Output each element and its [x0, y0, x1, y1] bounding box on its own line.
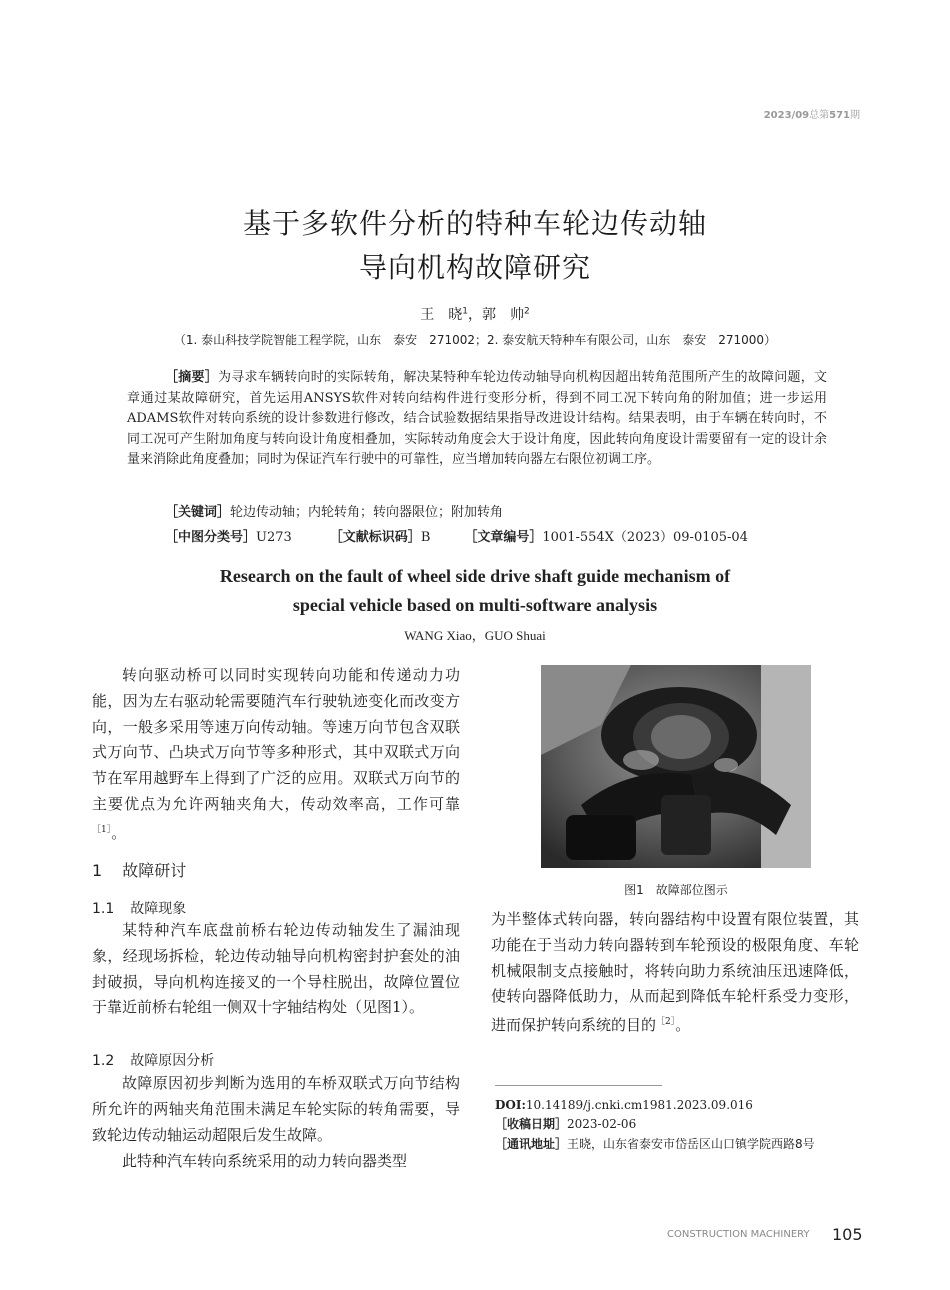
- figure-1-photo: [541, 665, 811, 868]
- right-paragraph-ref: ［2］: [656, 1017, 676, 1028]
- clc-label: ［中图分类号］: [165, 530, 257, 545]
- author-2: 郭 帅: [482, 307, 524, 323]
- paragraph-1-1: 某特种汽车底盘前桥右轮边传动轴发生了漏油现象，经现场拆检，轮边传动轴导向机构密封护套处的油封破损，导向机构连接叉的一个导柱脱出，故障位置位于靠近前桥右轮组一侧双十字轴结构处（见图1）。: [92, 921, 460, 1017]
- paragraph-1-2b: 此特种汽车转向系统采用的动力转向器类型: [122, 1152, 408, 1170]
- english-title-line-2: special vehicle based on multi-software analysis: [292, 595, 658, 615]
- section-1-1-heading: [92, 898, 186, 918]
- author-sep: ，: [468, 307, 482, 323]
- doi-line: [495, 1096, 865, 1114]
- right-paragraph-end: 。: [675, 1016, 691, 1035]
- keywords-label: ［关键词］: [165, 505, 231, 520]
- section-1-title: 故障研讨: [122, 861, 187, 880]
- address-line: [495, 1135, 865, 1153]
- classification: [165, 526, 748, 545]
- right-paragraph: [491, 907, 859, 1039]
- clc-value: U273: [256, 530, 292, 545]
- section-1-1-title: 故障现象: [130, 901, 187, 917]
- section-1-1-number: 1.1: [92, 901, 115, 917]
- keywords: [165, 501, 503, 520]
- received-date-line: [495, 1115, 865, 1133]
- doc-code-label: ［文献标识码］: [329, 530, 421, 545]
- english-authors: WANG Xiao，GUO Shuai: [404, 628, 546, 643]
- page-number: 105: [832, 1225, 863, 1244]
- issue-info: [764, 106, 860, 121]
- abstract-text: 为寻求车辆转向时的实际转角，解决某特种车轮边传动轴导向机构因超出转角范围所产生的故障问题，文章通过某故障研究，首先运用ANSYS软件对转向结构件进行变形分析，得到不同工况下转向角的附加值；进一步运用ADAMS软件对转向系统的设计参数进行修改，结合试验数据结果指导改进设计结构。结果表明，由于车辆在转向时，不同工况可产生附加角度与转向设计角度相叠加，实际转动角度会大于设计角度，因此转向角度设计需要留有一定的设计余量来消除此角度叠加；同时为保证汽车行驶中的可靠性，应当增加转向器左右限位初调工序。: [127, 370, 827, 467]
- abstract: [127, 368, 827, 471]
- issue-total-number: 571: [829, 110, 850, 121]
- section-1-number: 1: [92, 861, 103, 880]
- section-1-2-title: 故障原因分析: [130, 1053, 215, 1069]
- footnote-divider: [495, 1085, 662, 1086]
- issue-year: 2023/09: [763, 110, 810, 121]
- section-1-heading: [92, 858, 186, 881]
- received-value: 2023-02-06: [567, 1117, 637, 1131]
- journal-name: CONSTRUCTION MACHINERY: [667, 1229, 810, 1240]
- article-no-value: 1001-554X（2023）09-0105-04: [542, 530, 748, 545]
- address-value: 王晓，山东省泰安市岱岳区山口镇学院西路8号: [567, 1137, 815, 1151]
- section-1-2-heading: [92, 1050, 214, 1070]
- intro-text: 转向驱动桥可以同时实现转向功能和传递动力功能，因为左右驱动轮需要随汽车行驶轨迹变化而改变方向，一般多采用等速万向传动轴。等速万向节包含双联式万向节、凸块式万向节等多种形式，其中双联式万向节在军用越野车上得到了广泛的应用。双联式万向节的主要优点为允许两轴夹角大，传动效率高，工作可靠: [92, 666, 460, 813]
- authors: [0, 304, 950, 324]
- affiliation: （1. 泰山科技学院智能工程学院，山东 泰安 271002；2. 泰安航天特种车有限公司，山东 泰安 271000）: [173, 333, 777, 347]
- author-1-sup: 1: [462, 306, 468, 317]
- figure-1-caption: 图1 故障部位图示: [624, 883, 728, 897]
- address-label: ［通讯地址］: [495, 1137, 568, 1151]
- doc-code-value: B: [420, 530, 431, 545]
- doi-label: DOI:: [495, 1098, 526, 1112]
- intro-ref: ［1］: [92, 824, 112, 835]
- paragraph-1-2a: 故障原因初步判断为选用的车桥双联式万向节结构所允许的两轴夹角范围未满足车轮实际的转角需要，导致轮边传动轴运动超限后发生故障。: [92, 1074, 460, 1144]
- fault-location-image: [541, 665, 811, 868]
- abstract-label: ［摘要］: [165, 370, 218, 385]
- intro-paragraph: [92, 663, 460, 847]
- author-2-sup: 2: [524, 306, 530, 317]
- received-label: ［收稿日期］: [495, 1117, 568, 1131]
- section-1-2-number: 1.2: [92, 1053, 115, 1069]
- right-paragraph-text: 为半整体式转向器，转向器结构中设置有限位装置，其功能在于当动力转向器转到车轮预设的极限角度、车轮机械限制支点接触时，将转向助力系统油压迅速降低，使转向器降低助力，从而起到降低车轮杆系受力变形，进而保护转向系统的目的: [491, 910, 859, 1035]
- article-no-label: ［文章编号］: [464, 530, 543, 545]
- keywords-text: 轮边传动轴；内轮转角；转向器限位；附加转角: [230, 505, 504, 520]
- doi-value: 10.14189/j.cnki.cm1981.2023.09.016: [525, 1098, 753, 1112]
- author-1: 王 晓: [420, 307, 463, 323]
- intro-end: 。: [111, 823, 127, 842]
- issue-total-label: 总第: [809, 110, 830, 121]
- english-title-line-1: Research on the fault of wheel side drive shaft guide mechanism of: [219, 566, 731, 586]
- issue-suffix: 期: [850, 110, 860, 121]
- title-line-1: 基于多软件分析的特种车轮边传动轴: [242, 207, 707, 240]
- title-line-2: 导向机构故障研究: [358, 251, 591, 284]
